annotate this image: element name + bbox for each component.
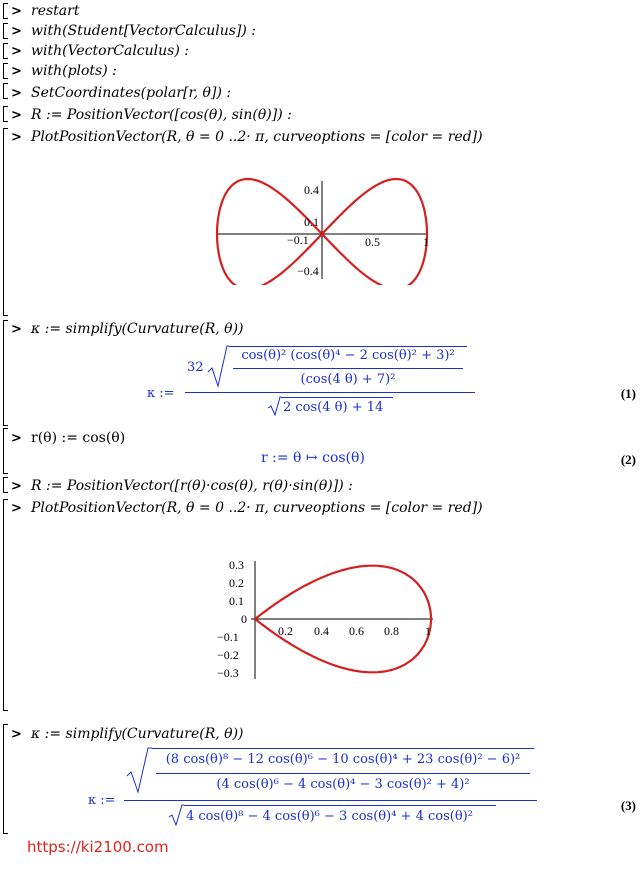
prompt-icon: >	[11, 44, 22, 59]
group-bracket	[3, 128, 8, 316]
group-bracket	[3, 23, 8, 39]
y-tick-label: −0.3	[217, 666, 239, 680]
x-tick-label: 1	[423, 235, 429, 249]
prompt-icon: >	[11, 431, 22, 446]
output-numerator: cos(θ)² (cos(θ)⁴ − 2 cos(θ)² + 3)²	[241, 348, 455, 363]
output-denominator: 4 cos(θ)⁸ − 4 cos(θ)⁶ − 3 cos(θ)⁴ + 4 cos(θ)²	[186, 809, 473, 824]
x-tick-label: −0.1	[287, 233, 309, 247]
input-line[interactable]: with(VectorCalculus) :	[31, 43, 189, 59]
x-tick-label: 0.4	[314, 624, 329, 638]
input-line[interactable]: R := PositionVector([r(θ)·cos(θ), r(θ)·sin(θ)]) :	[31, 478, 353, 494]
watermark: https://ki2100.com	[27, 838, 169, 856]
group-bracket	[3, 106, 8, 122]
group-bracket	[3, 63, 8, 79]
output-inner-denominator: (4 cos(θ)⁶ − 4 cos(θ)⁴ − 3 cos(θ)² + 4)²	[216, 777, 470, 792]
y-tick-label: 0.1	[304, 215, 319, 229]
input-line[interactable]: r(θ) := cos(θ)	[31, 430, 126, 446]
group-bracket	[3, 477, 8, 493]
equation-label: (3)	[620, 798, 636, 813]
prompt-icon: >	[11, 501, 22, 516]
group-bracket	[3, 43, 8, 59]
input-line[interactable]: SetCoordinates(polar[r, θ]) :	[31, 85, 232, 101]
prompt-icon: >	[11, 64, 22, 79]
output-numerator: (8 cos(θ)⁸ − 12 cos(θ)⁶ − 10 cos(θ)⁴ + 23 cos(θ)² − 6)²	[165, 752, 521, 767]
prompt-icon: >	[11, 4, 22, 19]
input-line[interactable]: PlotPositionVector(R, θ = 0 ..2· π, curveoptions = [color = red])	[31, 129, 483, 145]
x-tick-label: 0.8	[384, 624, 399, 638]
output-lhs: κ :=	[88, 793, 116, 808]
y-tick-label: 0.4	[304, 183, 319, 197]
y-tick-label: −0.4	[297, 264, 319, 278]
input-line[interactable]: with(plots) :	[31, 63, 117, 79]
input-line[interactable]: κ := simplify(Curvature(R, θ))	[31, 321, 244, 337]
x-tick-label: 0.5	[365, 235, 380, 249]
y-tick-label: −0.2	[217, 648, 239, 662]
x-tick-label: 0.6	[349, 624, 364, 638]
prompt-icon: >	[11, 130, 22, 145]
output-inner-denominator: (cos(4 θ) + 7)²	[300, 372, 396, 387]
x-tick-label: 0.2	[278, 624, 293, 638]
prompt-icon: >	[11, 322, 22, 337]
y-tick-label: 0.2	[229, 576, 244, 590]
prompt-icon: >	[11, 86, 22, 101]
equation-label: (1)	[620, 386, 636, 401]
y-tick-label: 0.1	[229, 594, 244, 608]
output-r-def: r := θ ↦ cos(θ)	[261, 450, 365, 466]
group-bracket	[3, 428, 8, 474]
output-denominator: 2 cos(4 θ) + 14	[283, 400, 384, 415]
plot-2[interactable]	[205, 555, 445, 685]
group-bracket	[3, 83, 8, 99]
output-lhs: κ :=	[147, 386, 175, 401]
group-bracket	[3, 724, 8, 834]
output-coefficient: 32	[187, 360, 204, 375]
input-line[interactable]: with(Student[VectorCalculus]) :	[31, 23, 257, 39]
prompt-icon: >	[11, 479, 22, 494]
input-line[interactable]: κ := simplify(Curvature(R, θ))	[31, 726, 244, 742]
plot-1[interactable]	[205, 175, 445, 285]
y-tick-label: 0.3	[229, 558, 244, 572]
input-line[interactable]: R := PositionVector([cos(θ), sin(θ)]) :	[31, 107, 292, 123]
y-tick-label: −0.1	[217, 630, 239, 644]
equation-label: (2)	[620, 452, 636, 467]
group-bracket	[3, 3, 8, 19]
group-bracket	[3, 320, 8, 426]
prompt-icon: >	[11, 727, 22, 742]
input-line[interactable]: restart	[31, 3, 80, 19]
x-tick-label: 1	[425, 624, 431, 638]
prompt-icon: >	[11, 24, 22, 39]
prompt-icon: >	[11, 108, 22, 123]
input-line[interactable]: PlotPositionVector(R, θ = 0 ..2· π, curveoptions = [color = red])	[31, 500, 483, 516]
y-tick-label: 0	[241, 612, 247, 626]
group-bracket	[3, 499, 8, 711]
